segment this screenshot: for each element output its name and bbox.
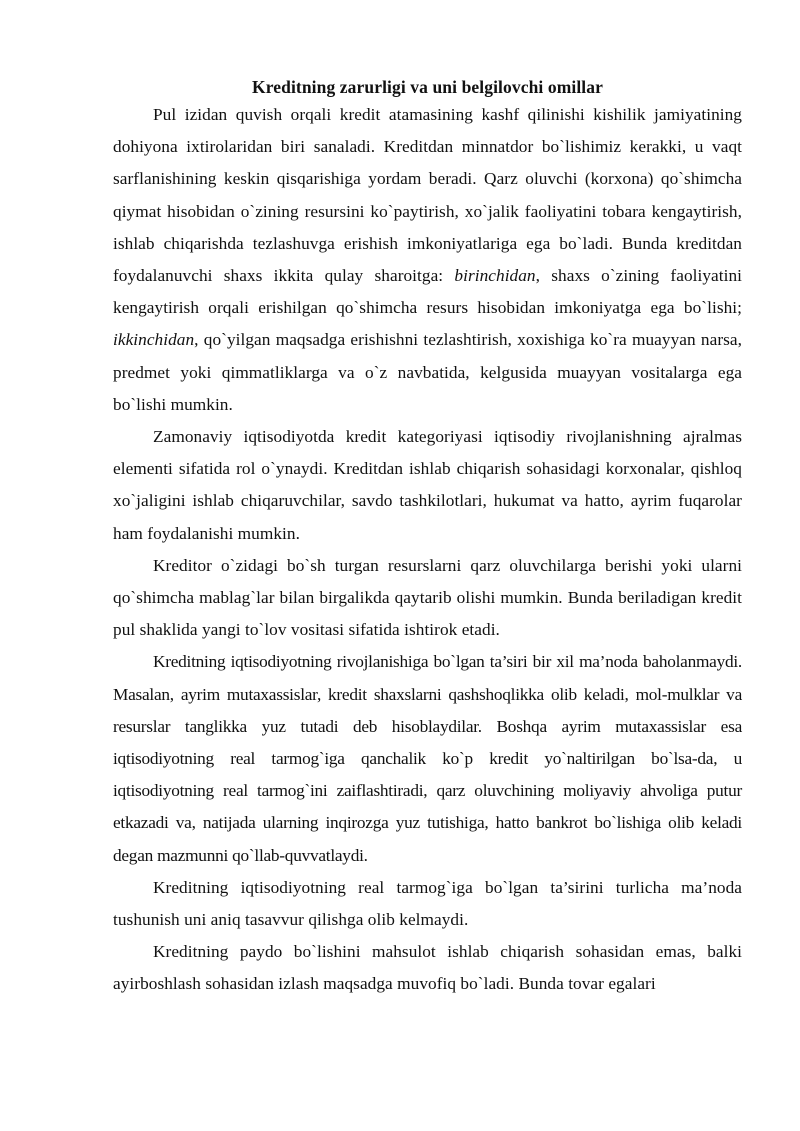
paragraph-1-text-b: , shaxs o`zining faoliyatini kengaytirish orqali erishilgan qo`shimcha resurs hisobidan imkoniyatga ega bo`lishi; bbox=[113, 266, 742, 318]
document-page bbox=[113, 76, 742, 1001]
paragraph-6: Kreditning paydo bo`lishini mahsulot ishlab chiqarish sohasidan emas, balki ayirboshlash sohasidan izlash maqsadga muvofiq bo`ladi. Bunda tovar egalari bbox=[113, 942, 742, 994]
paragraph-1-text-c: , qo`yilgan maqsadga erishishni tezlashtirish, xoxishiga ko`ra muayyan narsa, predmet yoki qimmatliklarga va o`z navbatida, kelgusida muayyan vositalarga ega bo`lishi mumkin. bbox=[113, 330, 742, 414]
paragraph-1-emphasis-second: ikkinchidan bbox=[113, 330, 195, 350]
paragraph-3: Kreditor o`zidagi bo`sh turgan resurslarni qarz oluvchilarga berishi yoki ularni qo`shimcha mablag`lar bilan birgalikda qaytarib olishi mumkin. Bunda beriladigan kredit pul shaklida yangi to`lov vositasi sifatida ishtirok etadi. bbox=[113, 555, 742, 640]
paragraph-1-emphasis-first: birinchidan bbox=[454, 266, 536, 286]
document-title: Kreditning zarurligi va uni belgilovchi omillar bbox=[252, 77, 603, 97]
paragraph-2: Zamonaviy iqtisodiyotda kredit kategoriyasi iqtisodiy rivojlanishning ajralmas elementi sifatida rol o`ynaydi. Kreditdan ishlab chiqarish sohasidagi korxonalar, qishloq xo`jaligini ishlab chiqaruvchilar, savdo tashkilotlari, hukumat va hatto, ayrim fuqarolar ham foydalanishi mumkin. bbox=[113, 427, 742, 543]
paragraph-5: Kreditning iqtisodiyotning real tarmog`iga bo`lgan ta’sirini turlicha ma’noda tushunish uni aniq tasavvur qilishga olib kelmaydi. bbox=[113, 877, 742, 930]
paragraph-4: Kreditning iqtisodiyotning rivojlanishiga bo`lgan ta’siri bir xil ma’noda baholanmaydi. Masalan, ayrim mutaxassislar, kredit shaxslarni qashshoqlikka olib keladi, mol-mulklar va resurslar tanglikka yuz tutadi deb hisoblaydilar. Boshqa ayrim mutaxassislar esa iqtisodiyotning real tarmog`iga qanchalik ko`p kredit yo`naltirilgan bo`lsa-da, u iqtisodiyotning real tarmog`ini zaiflashtiradi, qarz oluvchining moliyaviy ahvoliga putur etkazadi va, natijada ularning inqirozga yuz tutishiga, hatto bankrot bo`lishiga olib keladi degan mazmunni qo`llab-quvvatlaydi. bbox=[113, 652, 742, 865]
paragraph-1 bbox=[113, 99, 742, 421]
paragraph-1-text-a: Pul izidan quvish orqali kredit atamasining kashf qilinishi kishilik jamiyatining dohiyona ixtirolaridan biri sanaladi. Kreditdan minnatdor bo`lishimiz kerakki, u vaqt sarflanishining keskin qisqarishiga yordam beradi. Qarz oluvchi (korxona) qo`shimcha qiymat hisobidan o`zining resursini ko`paytirish, xo`jalik faoliyatini tobara kengaytirish, ishlab chiqarishda tezlashuvga erishish imkoniyatlariga ega bo`ladi. Bunda kreditdan foydalanuvchi shaxs ikkita qulay sharoitga: bbox=[113, 105, 742, 286]
